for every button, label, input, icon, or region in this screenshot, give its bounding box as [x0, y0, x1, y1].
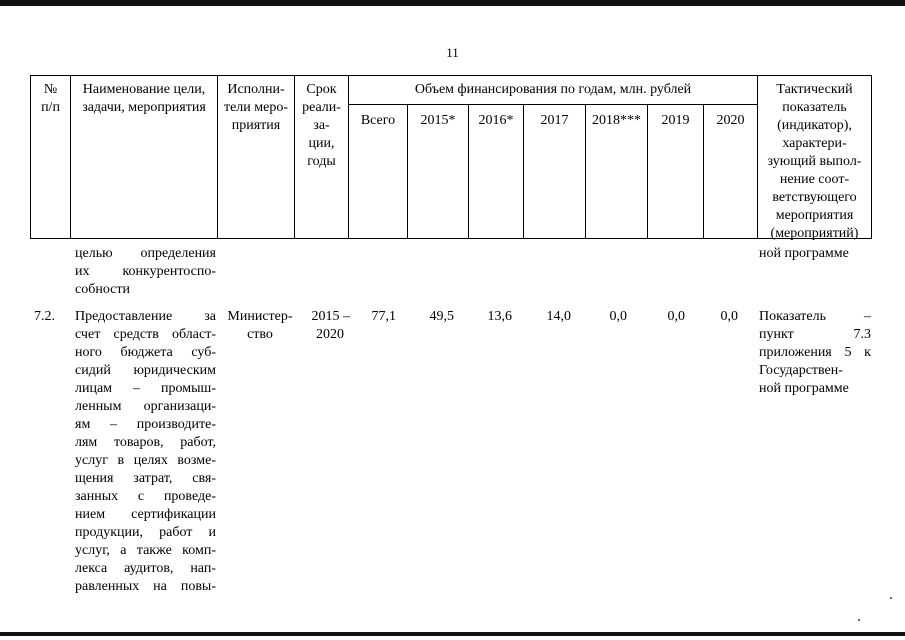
header-indicator-line9: (мероприятий) — [770, 226, 859, 241]
row-indicator-line3: приложения 5 к — [759, 345, 871, 360]
header-term-line4: ции, — [308, 136, 335, 151]
header-2015: 2015* — [420, 113, 456, 128]
row-name-line7: ям – производите- — [75, 417, 216, 432]
row-value-2020: 0,0 — [720, 309, 738, 324]
top-border — [0, 0, 905, 6]
header-exec-line3: приятия — [231, 118, 281, 133]
row-name-line3: ного бюджета суб- — [75, 345, 216, 360]
header-indicator-line1: Тактический — [776, 82, 853, 97]
continued-indicator-line1: ной программе — [759, 246, 849, 261]
continued-name-line1: целью определения — [75, 246, 216, 261]
row-name-line10: щения затрат, свя- — [75, 471, 216, 486]
header-2020: 2020 — [716, 113, 745, 128]
header-indicator-line5: зующий выпол- — [767, 154, 862, 169]
continued-name-line3: собности — [75, 282, 131, 297]
header-num-line1: № — [43, 82, 58, 97]
row-exec-line2: ство — [247, 327, 273, 342]
row-name-line15: лекса аудитов, нап- — [75, 561, 216, 576]
header-indicator-line4: характери- — [782, 136, 847, 151]
header-term-line3: за- — [313, 118, 330, 133]
header-indicator-line8: мероприятия — [775, 208, 854, 223]
row-number: 7.2. — [34, 309, 55, 324]
row-name-line16: равленных на повы- — [75, 579, 216, 594]
row-name-line8: лям товаров, работ, — [75, 435, 216, 450]
row-name-line12: нием сертификации — [75, 507, 216, 522]
bottom-border — [0, 632, 905, 636]
header-2018: 2018*** — [592, 113, 641, 128]
header-2019: 2019 — [661, 113, 690, 128]
header-term-line1: Срок — [306, 82, 337, 97]
row-name-line11: занных с проведе- — [75, 489, 216, 504]
row-name-line9: услуг в целях возме- — [75, 453, 216, 468]
row-term-line2: 2020 — [316, 327, 344, 342]
row-name-line2: счет средств област- — [75, 327, 216, 342]
header-term-line5: годы — [307, 154, 336, 169]
row-value-2019: 0,0 — [667, 309, 685, 324]
header-exec-line2: тели меро- — [223, 100, 289, 115]
row-value-2016: 13,6 — [487, 309, 512, 324]
row-indicator-line5: ной программе — [759, 381, 849, 396]
row-value-2017: 14,0 — [546, 309, 571, 324]
continued-name-line2: их конкурентоспо- — [75, 264, 216, 279]
row-name-line13: продукции, работ и — [75, 525, 216, 540]
row-name-line1: Предоставление за — [75, 309, 216, 324]
header-2017: 2017 — [540, 113, 569, 128]
header-funding: Объем финансирования по годам, млн. рублей — [414, 82, 692, 97]
row-name-line14: услуг, а также комп- — [75, 543, 216, 558]
row-value-2018: 0,0 — [609, 309, 627, 324]
scan-speck — [858, 619, 860, 621]
header-term-line2: реали- — [302, 100, 341, 115]
row-name-line5: лицам – промыш- — [75, 381, 216, 396]
header-2016: 2016* — [478, 113, 514, 128]
row-indicator-line4: Государствен- — [759, 363, 843, 378]
row-indicator-line2: пункт 7.3 — [759, 327, 871, 342]
row-term-line1: 2015 – — [311, 309, 350, 324]
row-value-2015: 49,5 — [429, 309, 454, 324]
header-indicator-line3: (индикатор), — [777, 118, 852, 133]
header-exec-line1: Исполни- — [227, 82, 285, 97]
header-name-line1: Наименование цели, — [82, 82, 206, 97]
row-exec-line1: Министер- — [227, 309, 293, 324]
header-indicator-line2: показатель — [782, 100, 847, 115]
page-number: 11 — [446, 45, 459, 60]
row-name-line6: ленным организаци- — [75, 399, 216, 414]
row-value-total: 77,1 — [371, 309, 396, 324]
scan-speck — [890, 597, 892, 599]
header-name-line2: задачи, мероприятия — [82, 100, 206, 115]
row-name-line4: сидий юридическим — [75, 363, 216, 378]
header-num-line2: п/п — [41, 100, 60, 115]
header-indicator-line7: ветствующего — [772, 190, 857, 205]
table-header — [30, 75, 872, 239]
row-indicator-line1: Показатель – — [759, 309, 871, 324]
header-indicator-line6: нение соот- — [779, 172, 850, 187]
header-total: Всего — [360, 113, 396, 128]
